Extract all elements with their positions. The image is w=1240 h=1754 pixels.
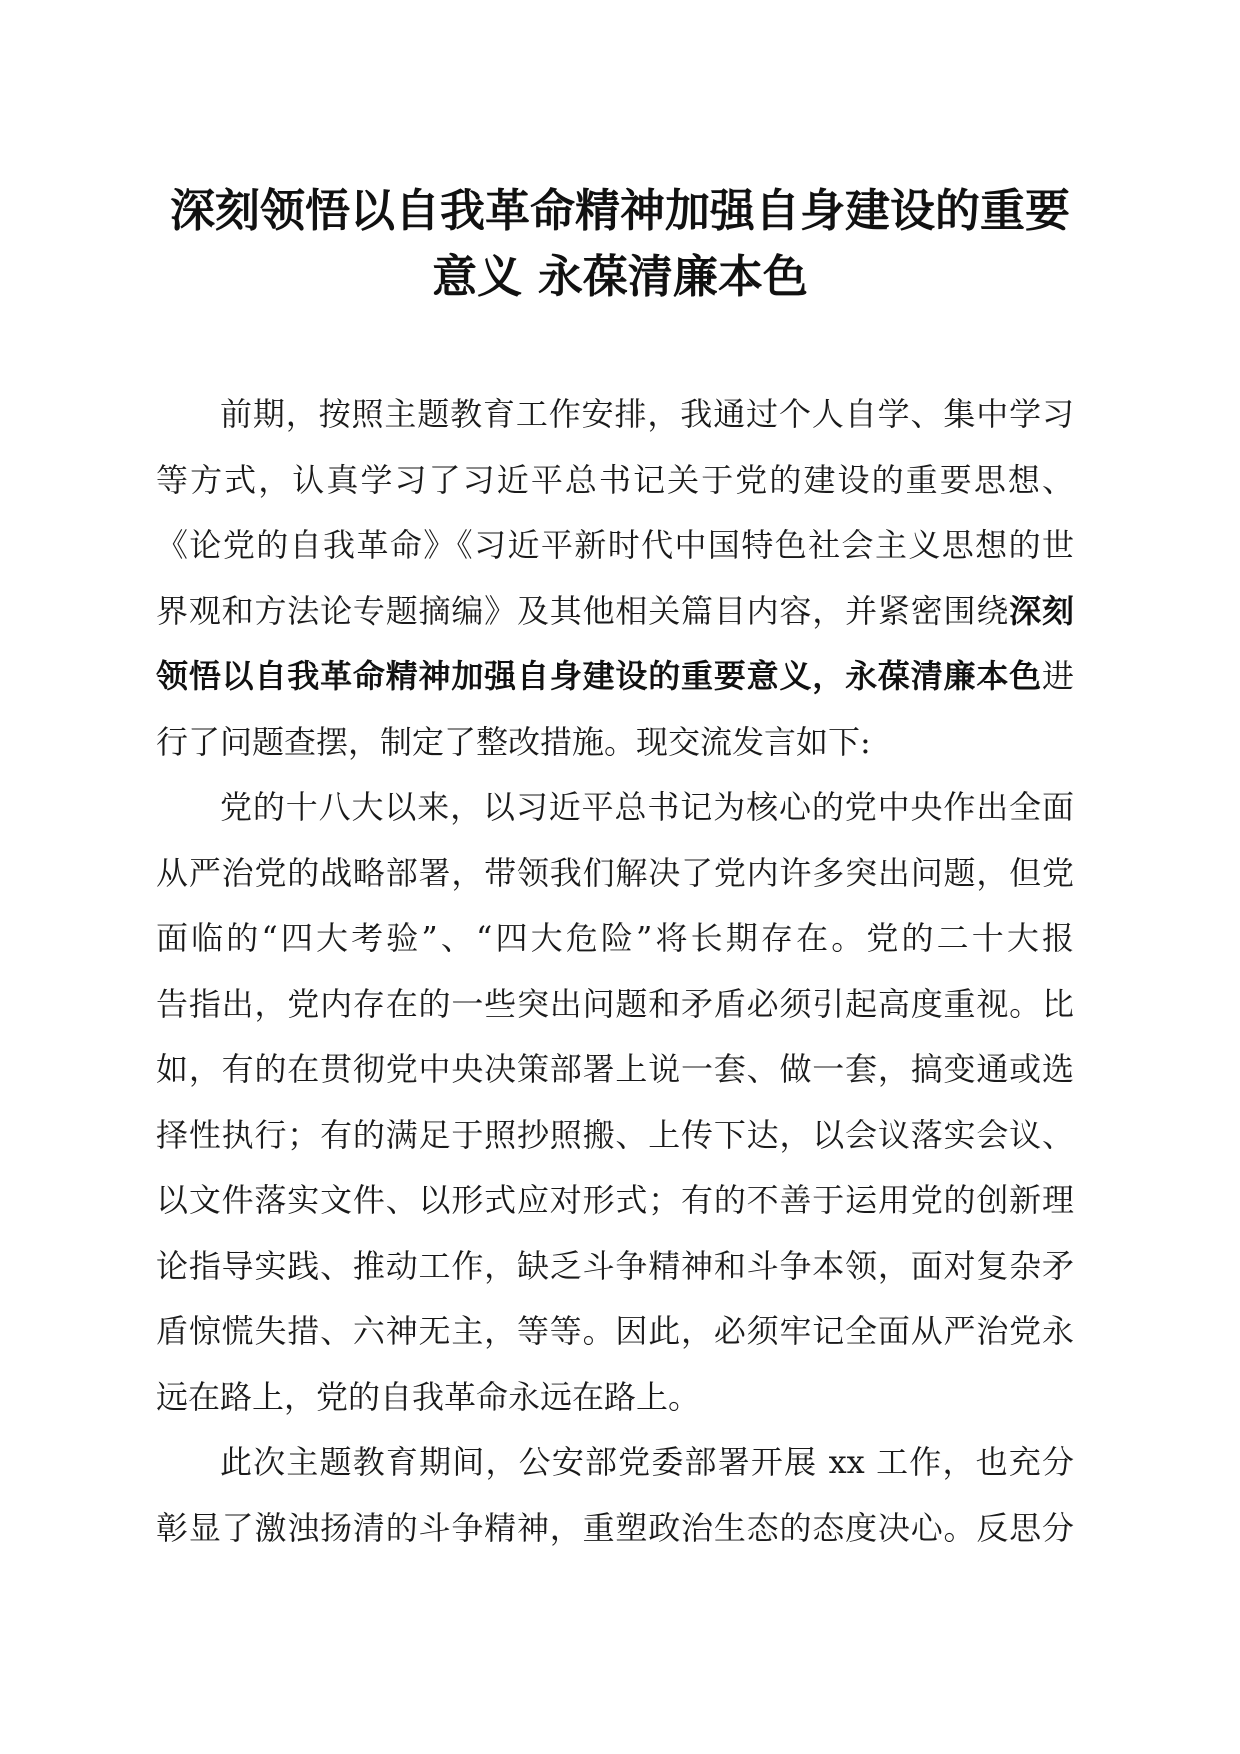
emphasis-text: 深刻 (1009, 591, 1074, 630)
paragraph-line: 盾惊慌失措、六神无主，等等。因此，必须牢记全面从严治党永 (156, 1312, 1074, 1350)
title-line-1: 深刻领悟以自我革命精神加强自身建设的重要 (169, 184, 1070, 237)
paragraph-line: 前期，按照主题教育工作安排，我通过个人自学、集中学习 (220, 395, 1074, 433)
paragraph-line: 如，有的在贯彻党中央决策部署上说一套、做一套，搞变通或选 (156, 1050, 1074, 1088)
paragraph-line: 等方式，认真学习了习近平总书记关于党的建设的重要思想、 (156, 460, 1074, 499)
paragraph-line: 党的十八大以来，以习近平总书记为核心的党中央作出全面 (220, 788, 1074, 826)
paragraph-line: 界观和方法论专题摘编》及其他相关篇目内容，并紧密围绕深刻 (156, 591, 1074, 630)
document-body (156, 382, 1074, 1561)
paragraph-line: 彰显了激浊扬清的斗争精神，重塑政治生态的态度决心。反思分 (156, 1508, 1074, 1547)
document-title (150, 178, 1090, 310)
paragraph-line: 此次主题教育期间，公安部党委部署开展 xx 工作，也充分 (220, 1443, 1074, 1481)
paragraph-line: 论指导实践、推动工作，缺乏斗争精神和斗争本领，面对复杂矛 (156, 1246, 1074, 1285)
paragraph-line: 面临的“四大考验”、“四大危险”将长期存在。党的二十大报 (156, 919, 1074, 957)
emphasis-text: 领悟以自我革命精神加强自身建设的重要意义，永葆清廉本色 (156, 657, 1042, 695)
paragraph-line: 《论党的自我革命》《习近平新时代中国特色社会主义思想的世 (156, 526, 1074, 564)
paragraph-line: 行了问题查摆，制定了整改措施。现交流发言如下: (156, 722, 871, 761)
paragraph-line: 从严治党的战略部署，带领我们解决了党内许多突出问题，但党 (156, 853, 1074, 892)
paragraph-line: 以文件落实文件、以形式应对形式；有的不善于运用党的创新理 (156, 1181, 1074, 1219)
paragraph-line: 择性执行；有的满足于照抄照搬、上传下达，以会议落实会议、 (156, 1115, 1074, 1154)
title-line-2: 意义 永葆清廉本色 (432, 250, 808, 303)
paragraph-line: 领悟以自我革命精神加强自身建设的重要意义，永葆清廉本色进 (156, 657, 1074, 695)
paragraph-line: 远在路上，党的自我革命永远在路上。 (156, 1377, 701, 1416)
paragraph-line: 告指出，党内存在的一些突出问题和矛盾必须引起高度重视。比 (156, 984, 1074, 1023)
